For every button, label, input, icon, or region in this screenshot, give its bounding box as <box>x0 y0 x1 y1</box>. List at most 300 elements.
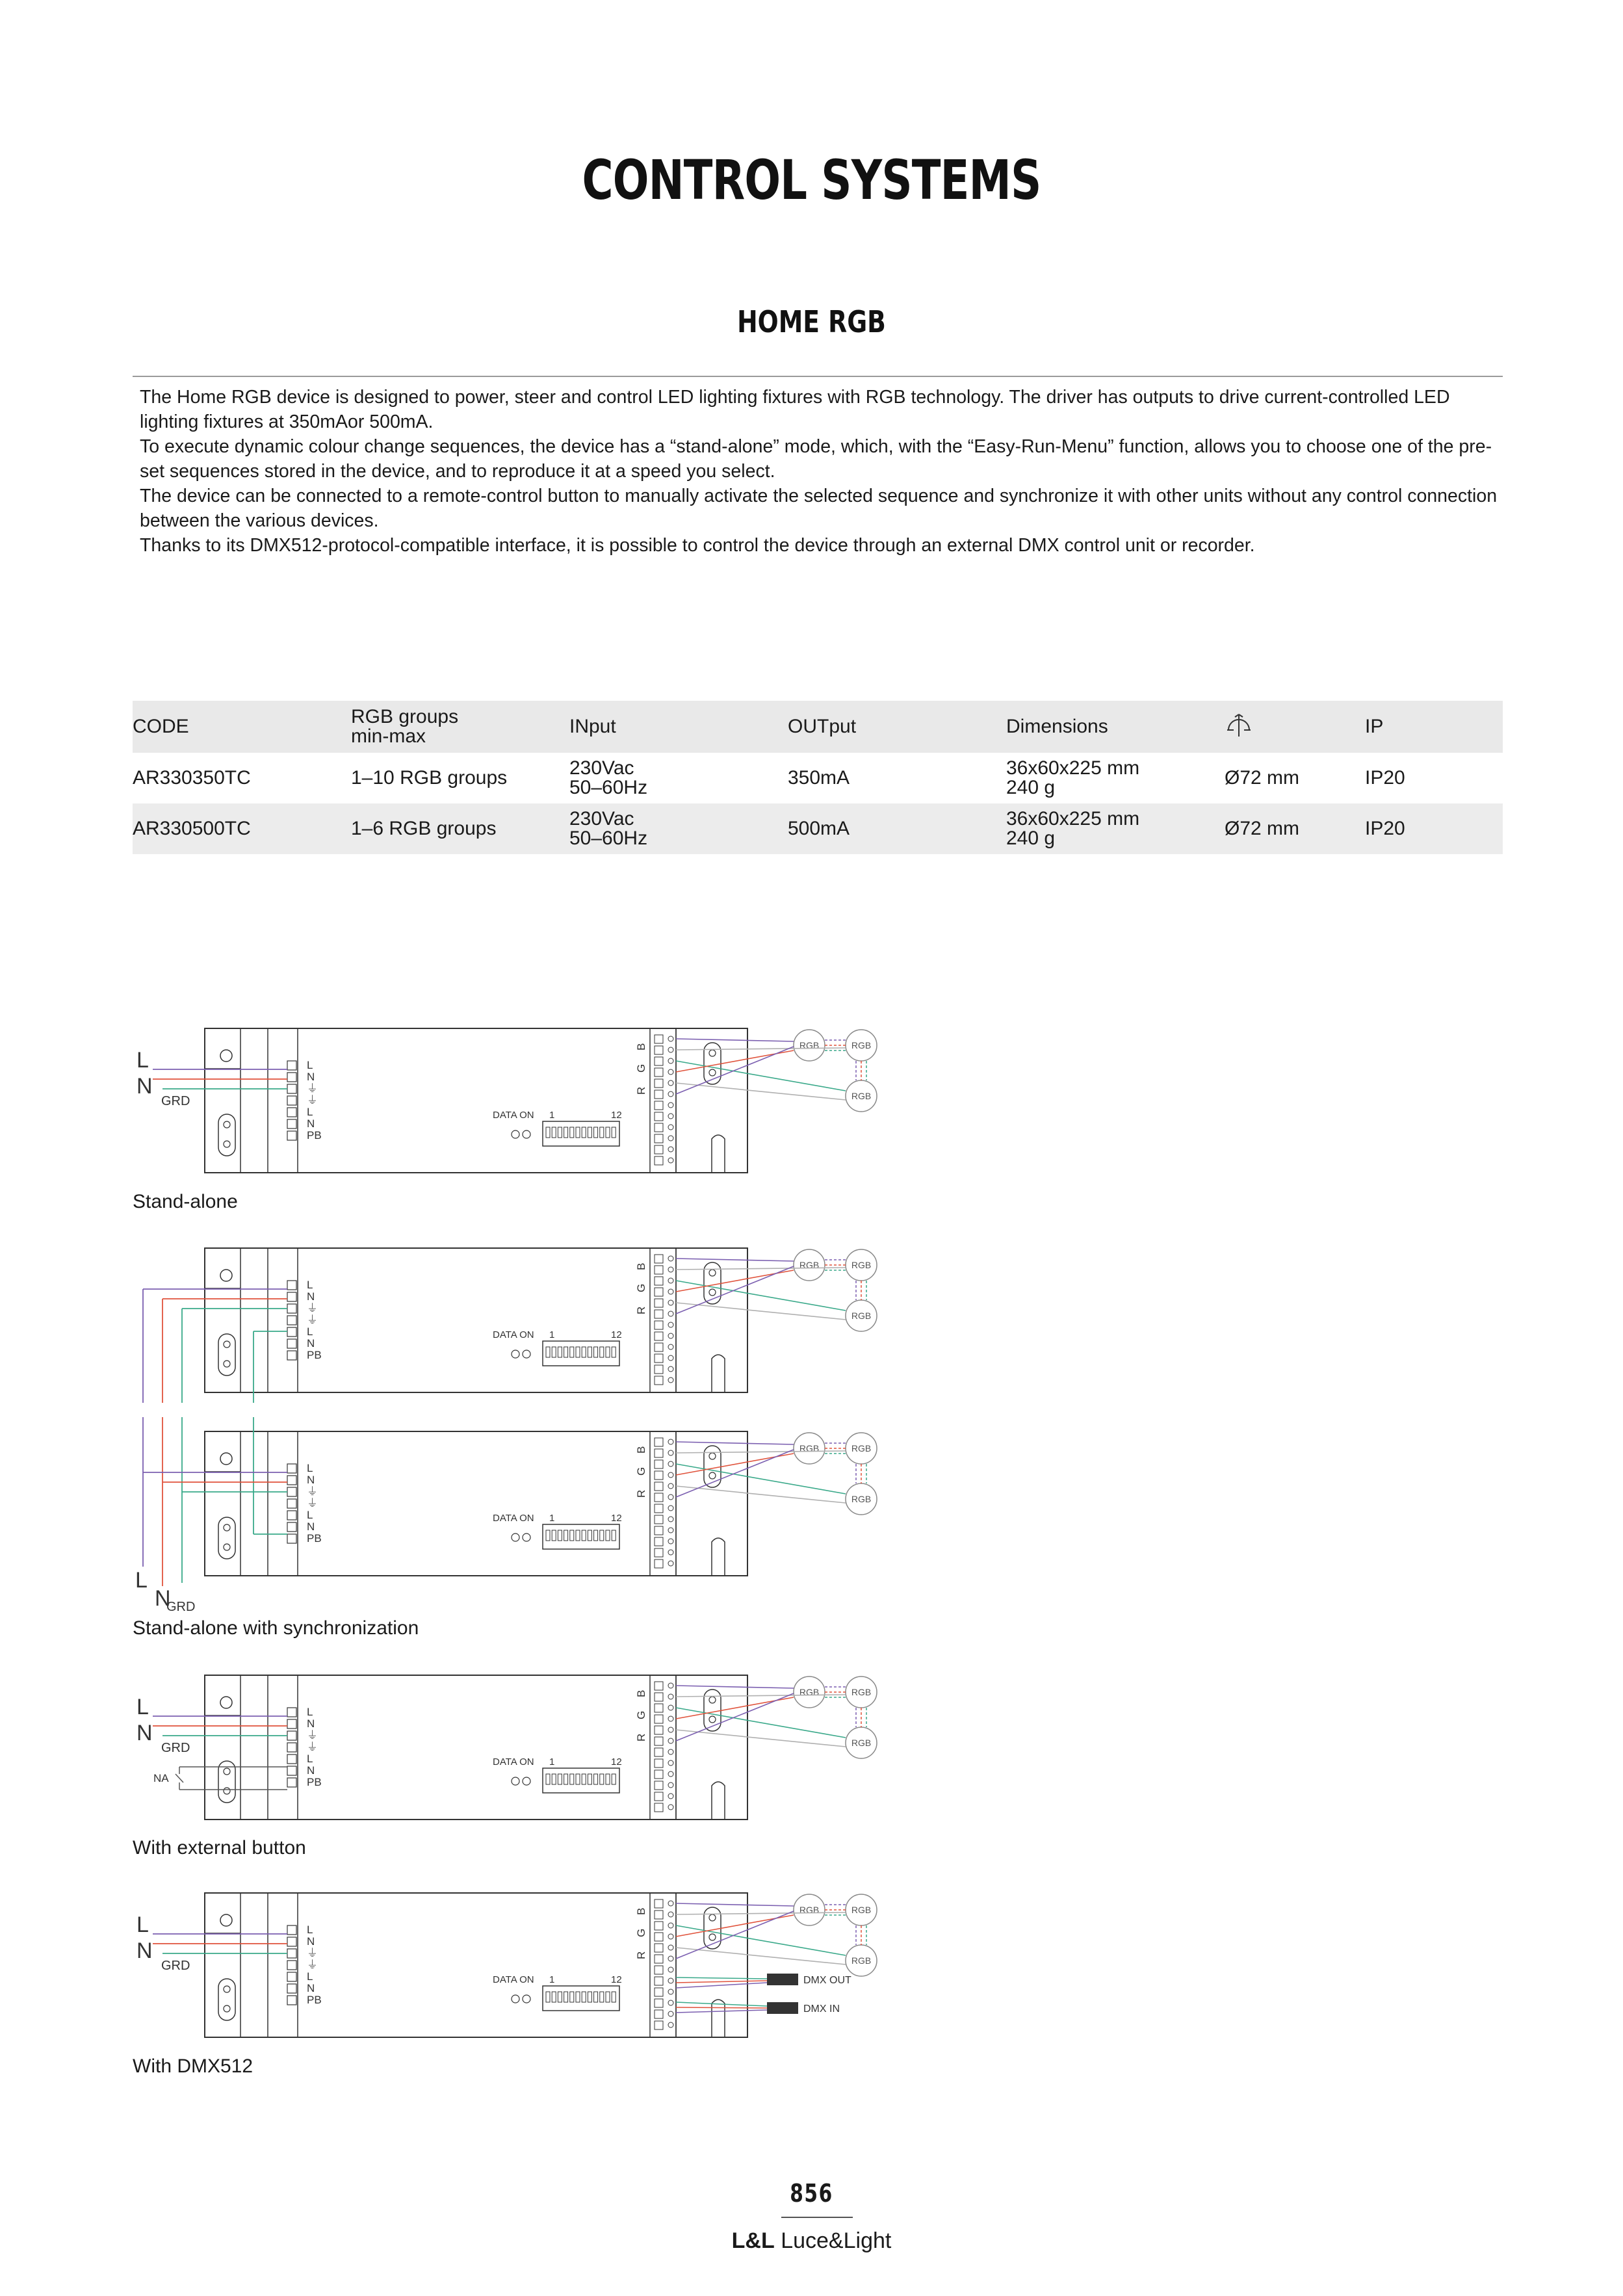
dip-key <box>564 1774 568 1784</box>
caption-button: With external button <box>133 1837 306 1859</box>
dip-key <box>546 1530 550 1541</box>
output-screw <box>668 1136 673 1141</box>
mount-notch <box>712 1782 725 1820</box>
dip-key <box>576 1774 580 1784</box>
dip-key <box>570 1992 574 2002</box>
output-screw <box>668 1923 673 1928</box>
output-slot <box>655 1079 663 1088</box>
output-slot <box>655 2010 663 2018</box>
dip-switch <box>543 1341 619 1366</box>
dmx-in-connector <box>767 2002 798 2014</box>
dip-key <box>594 1530 598 1541</box>
terminal-label: L <box>307 1706 313 1718</box>
led-indicator-icon <box>523 1350 530 1358</box>
output-screw <box>668 1344 673 1350</box>
label-line: L <box>136 1912 149 1937</box>
output-slot <box>655 1999 663 2007</box>
terminal-slot <box>287 1327 296 1337</box>
terminal-label: L <box>307 1279 313 1291</box>
output-slot <box>655 1332 663 1340</box>
driver-diagram <box>123 1661 903 1830</box>
mount-hole-icon <box>220 1697 232 1708</box>
dip-switch <box>543 1986 619 2011</box>
slot-screw-icon <box>224 1361 230 1367</box>
terminal-slot <box>287 1108 296 1117</box>
slot-screw-icon <box>709 1914 716 1921</box>
dip-key <box>606 1347 610 1357</box>
table-row <box>133 753 1503 803</box>
output-screw <box>668 1300 673 1305</box>
terminal-label: ⏚ <box>307 1082 318 1095</box>
output-slot <box>655 1693 663 1701</box>
output-slot <box>655 1737 663 1745</box>
dmx-out-connector <box>767 1974 798 1985</box>
label-na: NA <box>153 1772 169 1784</box>
output-screw <box>668 1989 673 1994</box>
dip-key <box>612 1992 616 2002</box>
dip-key <box>582 1530 586 1541</box>
output-screw <box>668 1912 673 1917</box>
output-slot <box>655 1482 663 1491</box>
channel-label: B <box>635 1262 647 1270</box>
dip-start-label: 1 <box>549 1110 555 1121</box>
output-screw <box>668 1147 673 1152</box>
terminal-label: L <box>307 1106 313 1118</box>
terminal-slot <box>287 1766 296 1775</box>
led-indicator-icon <box>512 1350 519 1358</box>
output-screw <box>668 1058 673 1063</box>
output-slot <box>655 1123 663 1132</box>
terminal-slot <box>287 1534 296 1543</box>
terminal-slot <box>287 1292 296 1301</box>
slot-screw-icon <box>709 1289 716 1296</box>
dip-end-label: 12 <box>611 1974 622 1985</box>
output-slot <box>655 1438 663 1446</box>
terminal-block <box>268 1431 298 1576</box>
page-title: CONTROL SYSTEMS <box>582 148 1041 212</box>
dip-key <box>552 1347 556 1357</box>
output-screw <box>668 1738 673 1743</box>
output-wire <box>676 1925 846 1955</box>
output-slot <box>655 1548 663 1557</box>
output-screw <box>668 1256 673 1261</box>
output-screw <box>668 1102 673 1108</box>
rgb-module-label: RGB <box>851 1905 872 1915</box>
data-on-label: DATA ON <box>493 1974 534 1985</box>
data-on-label: DATA ON <box>493 1513 534 1524</box>
rgb-module-label: RGB <box>851 1040 872 1050</box>
output-slot <box>655 1156 663 1165</box>
output-wire <box>676 1047 794 1094</box>
terminal-slot <box>287 1499 296 1508</box>
dip-key <box>588 1127 591 1138</box>
rgb-module-label: RGB <box>799 1443 820 1454</box>
output-slot <box>655 1726 663 1734</box>
output-slot <box>655 1537 663 1546</box>
mount-hole-icon <box>220 1453 232 1465</box>
data-on-label: DATA ON <box>493 1110 534 1121</box>
rgb-module-label: RGB <box>851 1443 872 1454</box>
slot-screw-icon <box>709 1069 716 1076</box>
dip-key <box>570 1127 574 1138</box>
cell-groups: 1–6 RGB groups <box>351 803 569 854</box>
terminal-slot <box>287 1281 296 1290</box>
terminal-slot <box>287 1304 296 1313</box>
output-wire <box>676 1730 846 1747</box>
terminal-label: PB <box>307 1994 322 2006</box>
output-screw <box>668 1472 673 1478</box>
terminal-slot <box>287 1096 296 1105</box>
output-slot <box>655 1035 663 1043</box>
rgb-module-label: RGB <box>851 1311 872 1321</box>
dip-key <box>594 1774 598 1784</box>
terminal-block <box>268 1675 298 1820</box>
led-indicator-icon <box>512 1995 519 2003</box>
diagram-dmx <box>123 1879 903 2048</box>
output-slot <box>655 1134 663 1143</box>
dip-key <box>612 1347 616 1357</box>
terminal-slot <box>287 1351 296 1360</box>
output-slot <box>655 2021 663 2029</box>
led-indicator-icon <box>512 1777 519 1785</box>
dip-key <box>600 1774 604 1784</box>
dip-start-label: 1 <box>549 1513 555 1524</box>
table-header-row <box>133 701 1503 753</box>
channel-label: R <box>635 1951 647 1959</box>
output-screw <box>668 1289 673 1294</box>
output-slot <box>655 1955 663 1963</box>
output-slot <box>655 1310 663 1318</box>
terminal-label: L <box>307 1059 313 1071</box>
terminal-label: ⏚ <box>307 1729 318 1742</box>
terminal-slot <box>287 1778 296 1787</box>
driver-diagram <box>123 1879 903 2048</box>
output-slot <box>655 1792 663 1801</box>
driver-end-left <box>205 1431 240 1576</box>
header-code: CODE <box>133 701 351 753</box>
terminal-slot <box>287 1972 296 1981</box>
intro-paragraph: To execute dynamic colour change sequences, the device has a “stand-alone” mode, which, with the “Easy-Run-Menu” function, allows you to choose one of the pre-set sequences stored in the device, and to reproduce it at a speed you select. <box>140 436 1492 482</box>
output-wire <box>676 1686 794 1688</box>
rgb-module-label: RGB <box>799 1260 820 1270</box>
output-screw <box>668 1366 673 1372</box>
terminal-label: ⏚ <box>307 1314 318 1326</box>
output-screw <box>668 1355 673 1361</box>
output-slot <box>655 1781 663 1790</box>
dip-key <box>552 1127 556 1138</box>
cell-dimensions <box>1006 753 1225 803</box>
rgb-module-label: RGB <box>851 1687 872 1697</box>
intro-paragraph: The device can be connected to a remote-control button to manually activate the selected sequence and synchronize it with other units without any control connection between the various devices. <box>140 486 1498 531</box>
terminal-slot <box>287 1719 296 1729</box>
output-slot <box>655 1770 663 1779</box>
cell-dim-line1: 36x60x225 mm <box>1006 808 1140 829</box>
output-screw <box>668 1528 673 1533</box>
diagram-standalone <box>123 1014 903 1183</box>
label-neutral: N <box>136 1074 153 1099</box>
cell-input-line1: 230Vac <box>569 808 634 829</box>
output-slot <box>655 1899 663 1908</box>
output-slot <box>655 1365 663 1374</box>
dip-key <box>594 1347 598 1357</box>
dip-key <box>606 1774 610 1784</box>
output-wire <box>676 1303 846 1320</box>
page-number: 856 <box>790 2179 833 2208</box>
output-screw <box>668 1506 673 1511</box>
cell-input <box>569 803 788 854</box>
channel-label: B <box>635 1446 647 1454</box>
terminal-block <box>268 1893 298 2037</box>
output-slot <box>655 1299 663 1307</box>
output-slot <box>655 1046 663 1054</box>
dip-switch <box>543 1768 619 1793</box>
terminal-slot <box>287 1511 296 1520</box>
rgb-module-label: RGB <box>851 1955 872 1966</box>
terminal-label: N <box>307 1717 315 1730</box>
output-screw <box>668 1760 673 1766</box>
output-wire <box>676 1708 846 1738</box>
dip-switch <box>543 1524 619 1549</box>
slot-screw-icon <box>709 1934 716 1940</box>
mount-notch <box>712 2000 725 2037</box>
dip-end-label: 12 <box>611 1329 622 1340</box>
output-screw <box>668 1125 673 1130</box>
label-line: L <box>136 1048 149 1073</box>
terminal-label: PB <box>307 1776 322 1788</box>
dip-key <box>564 1530 568 1541</box>
dip-start-label: 1 <box>549 1974 555 1985</box>
channel-label: G <box>635 1063 647 1073</box>
mount-notch <box>712 1538 725 1576</box>
dip-key <box>558 1530 562 1541</box>
header-output: OUTput <box>788 701 1006 753</box>
terminal-slot <box>287 1522 296 1532</box>
rgb-module-label: RGB <box>851 1091 872 1101</box>
rgb-module-label: RGB <box>799 1687 820 1697</box>
channel-label: B <box>635 1043 647 1050</box>
intro-paragraph: The Home RGB device is designed to power, steer and control LED lighting fixtures with RGB technology. The driver has outputs to drive current-controlled LED lighting fixtures at 350mAor 500mA. <box>140 387 1450 432</box>
dip-key <box>606 1992 610 2002</box>
output-slot <box>655 1933 663 1941</box>
output-screw <box>668 1561 673 1566</box>
output-slot <box>655 1057 663 1065</box>
channel-label: G <box>635 1928 647 1937</box>
dip-key <box>552 1992 556 2002</box>
led-indicator-icon <box>512 1130 519 1138</box>
dip-key <box>558 1774 562 1784</box>
driver-end-left <box>205 1028 240 1173</box>
dip-key <box>546 1992 550 2002</box>
mount-slot-icon <box>218 1517 235 1559</box>
terminal-label: PB <box>307 1532 322 1545</box>
terminal-slot <box>287 1925 296 1935</box>
channel-label: R <box>635 1733 647 1742</box>
section-divider <box>133 376 1503 377</box>
slot-screw-icon <box>224 1524 230 1531</box>
terminal-label: L <box>307 1970 313 1983</box>
mount-hole-icon <box>220 1914 232 1926</box>
cell-output: 350mA <box>788 767 850 789</box>
output-slot <box>655 1090 663 1099</box>
label-dmx-in: DMX IN <box>803 2003 840 2015</box>
cell-output: 500mA <box>788 803 1006 854</box>
output-slot <box>655 1977 663 1985</box>
output-wire <box>676 1061 846 1091</box>
dip-key <box>600 1992 604 2002</box>
output-screw <box>668 1036 673 1041</box>
terminal-slot <box>287 1464 296 1473</box>
terminal-slot <box>287 1731 296 1740</box>
terminal-slot <box>287 1755 296 1764</box>
terminal-label: N <box>307 1520 315 1533</box>
dip-start-label: 1 <box>549 1756 555 1768</box>
caption-standalone: Stand-alone <box>133 1191 238 1212</box>
dip-key <box>612 1530 616 1541</box>
output-screw <box>668 1794 673 1799</box>
cell-dim-line1: 36x60x225 mm <box>1006 757 1140 779</box>
terminal-label: ⏚ <box>307 1485 318 1498</box>
intro-text <box>140 385 1498 558</box>
output-slot <box>655 1748 663 1756</box>
output-slot <box>655 1460 663 1468</box>
output-slot <box>655 1288 663 1296</box>
dip-key <box>564 1127 568 1138</box>
terminal-slot <box>287 1084 296 1093</box>
channel-label: B <box>635 1689 647 1697</box>
label-line: L <box>135 1568 148 1593</box>
label-ground: GRD <box>166 1600 196 1612</box>
slot-screw-icon <box>224 1341 230 1348</box>
dip-end-label: 12 <box>611 1756 622 1768</box>
dip-key <box>546 1774 550 1784</box>
terminal-slot <box>287 1487 296 1496</box>
terminal-label: N <box>307 1764 315 1777</box>
dip-key <box>552 1774 556 1784</box>
channel-label: G <box>635 1467 647 1476</box>
output-slot <box>655 1715 663 1723</box>
label-ground: GRD <box>161 1959 190 1973</box>
mount-notch <box>712 1355 725 1392</box>
header-dimensions: Dimensions <box>1006 701 1225 753</box>
dip-key <box>600 1347 604 1357</box>
output-slot <box>655 1266 663 1274</box>
channel-label: R <box>635 1086 647 1095</box>
output-screw <box>668 1091 673 1097</box>
output-screw <box>668 2000 673 2005</box>
data-on-label: DATA ON <box>493 1329 534 1340</box>
output-wire <box>676 1442 794 1444</box>
output-slot <box>655 1966 663 1974</box>
header-groups <box>351 701 569 753</box>
terminal-block <box>268 1248 298 1392</box>
dmx-wire <box>676 1977 767 1979</box>
mount-slot-icon <box>218 1114 235 1156</box>
cell-dim-line2: 240 g <box>1006 828 1056 849</box>
terminal-slot <box>287 1476 296 1485</box>
dip-end-label: 12 <box>611 1513 622 1524</box>
output-slot <box>655 1145 663 1154</box>
dip-key <box>564 1347 568 1357</box>
output-screw <box>668 1494 673 1500</box>
cell-input-line1: 230Vac <box>569 757 634 779</box>
output-screw <box>668 1517 673 1522</box>
dip-switch <box>543 1121 619 1146</box>
driver-body <box>205 1431 747 1576</box>
mount-slot-icon <box>218 1334 235 1376</box>
dip-end-label: 12 <box>611 1110 622 1121</box>
output-slot <box>655 1255 663 1263</box>
caption-dmx: With DMX512 <box>133 2055 253 2077</box>
dip-key <box>564 1992 568 2002</box>
dip-key <box>570 1774 574 1784</box>
driver-diagram <box>123 1234 903 1403</box>
channel-label: R <box>635 1489 647 1498</box>
output-screw <box>668 2011 673 2016</box>
led-indicator-icon <box>523 1777 530 1785</box>
dip-key <box>594 1992 598 2002</box>
terminal-slot <box>287 1984 296 1993</box>
channel-label: R <box>635 1306 647 1314</box>
output-slot <box>655 1277 663 1285</box>
output-screw <box>668 1439 673 1444</box>
dip-key <box>588 1530 591 1541</box>
terminal-label: L <box>307 1753 313 1765</box>
label-neutral: N <box>136 1721 153 1745</box>
header-hole <box>1225 701 1365 753</box>
output-slot <box>655 1559 663 1568</box>
terminal-slot <box>287 1708 296 1717</box>
output-screw <box>668 1967 673 1972</box>
driver-end-left <box>205 1675 240 1820</box>
slot-screw-icon <box>709 1270 716 1276</box>
slot-screw-icon <box>224 1768 230 1775</box>
label-line: L <box>136 1695 149 1719</box>
driver-diagram <box>123 1417 903 1612</box>
dip-key <box>588 1347 591 1357</box>
terminal-label: L <box>307 1509 313 1521</box>
led-indicator-icon <box>512 1533 519 1541</box>
output-screw <box>668 1267 673 1272</box>
output-slot <box>655 1354 663 1363</box>
output-screw <box>668 1727 673 1732</box>
output-slot <box>655 1068 663 1076</box>
cell-ip: IP20 <box>1365 803 1503 854</box>
cell-code: AR330500TC <box>133 803 351 854</box>
driver-body <box>205 1893 747 2037</box>
output-slot <box>655 1101 663 1110</box>
terminal-label: ⏚ <box>307 1094 318 1106</box>
terminal-label: L <box>307 1924 313 1936</box>
output-screw <box>668 1069 673 1075</box>
output-slot <box>655 1922 663 1930</box>
dip-key <box>606 1530 610 1541</box>
output-slot <box>655 1911 663 1919</box>
led-indicator-icon <box>523 1533 530 1541</box>
mount-slot-icon <box>218 1979 235 2020</box>
output-screw <box>668 1047 673 1052</box>
rgb-module-label: RGB <box>799 1905 820 1915</box>
output-slot <box>655 1759 663 1768</box>
output-slot <box>655 1471 663 1480</box>
cell-ip: IP20 <box>1365 767 1405 789</box>
output-screw <box>668 1158 673 1163</box>
cell-dim-line2: 240 g <box>1006 777 1056 798</box>
output-slot <box>655 1321 663 1329</box>
output-screw <box>668 1539 673 1544</box>
footer-divider <box>781 2217 853 2218</box>
output-slot <box>655 1526 663 1535</box>
terminal-label: N <box>307 1290 315 1303</box>
